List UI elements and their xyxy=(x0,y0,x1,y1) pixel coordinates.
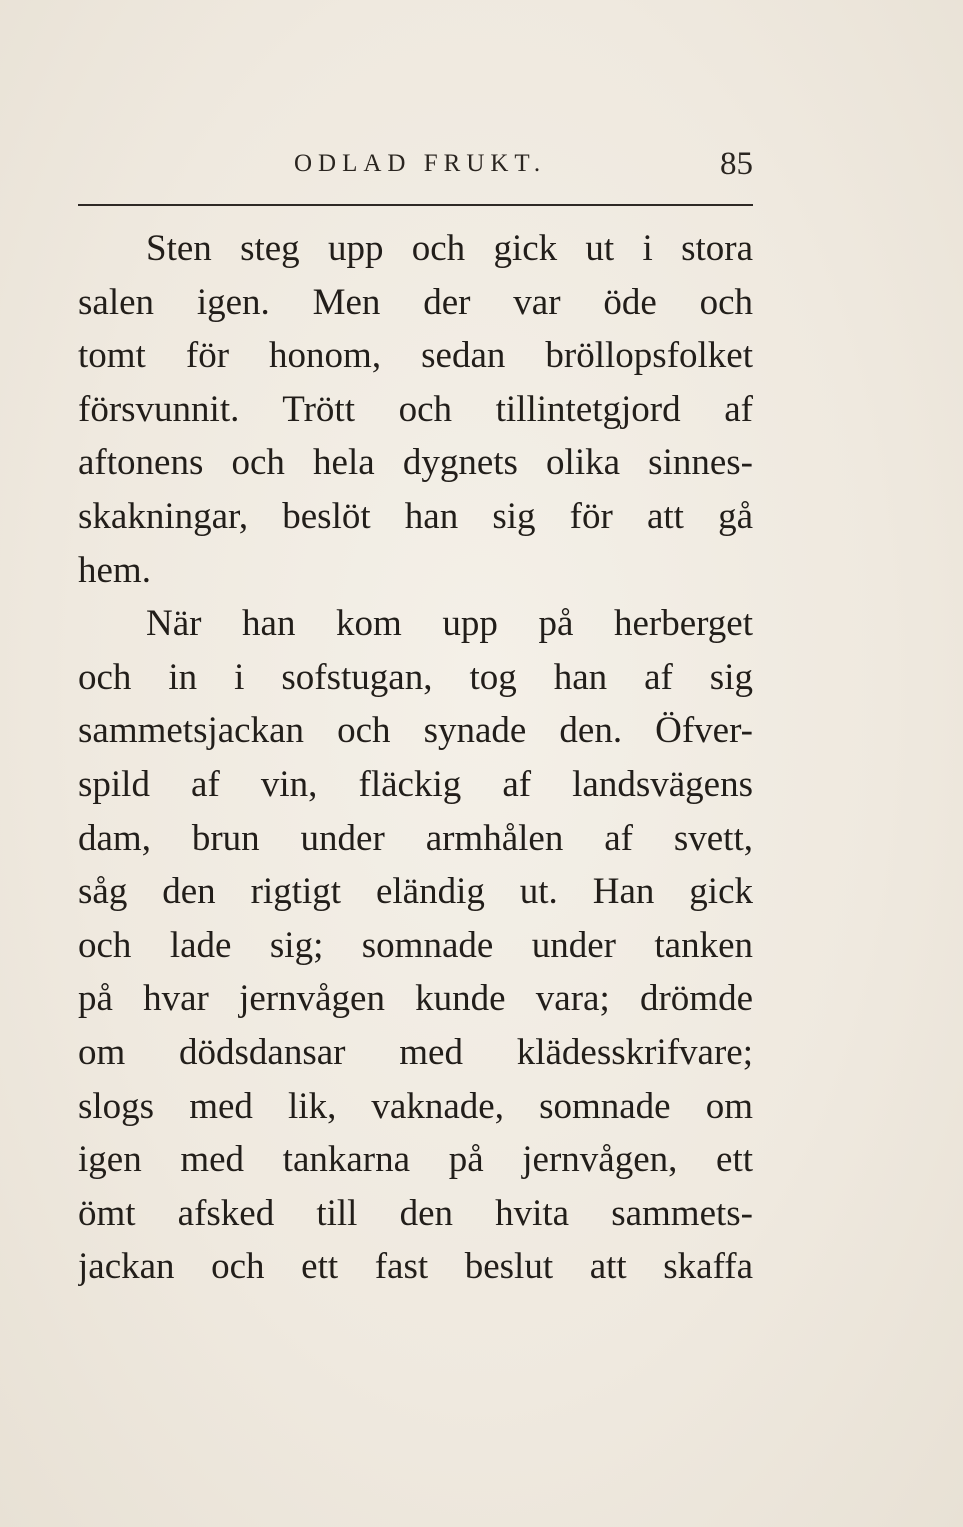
text-line: och in i sofstugan, tog han af sig xyxy=(78,656,753,698)
text-line: dam, brun under armhålen af svett, xyxy=(78,817,753,859)
page-header xyxy=(78,146,753,186)
text-line: Sten steg upp och gick ut i stora xyxy=(146,228,753,269)
text-line: aftonens och hela dygnets olika sinnes- xyxy=(78,442,753,484)
running-title: ODLAD FRUKT. xyxy=(294,150,547,177)
page-number: 85 xyxy=(720,146,753,182)
text-line: salen igen. Men der var öde och xyxy=(78,281,753,323)
text-line: sammetsjackan och synade den. Öfver- xyxy=(78,710,753,752)
text-line: såg den rigtigt eländig ut. Han gick xyxy=(78,871,753,913)
body-text xyxy=(78,222,753,1294)
text-line: om dödsdansar med klädesskrifvare; xyxy=(78,1031,753,1073)
text-line: slogs med lik, vaknade, somnade om xyxy=(78,1085,753,1127)
text-line: skakningar, beslöt han sig för att gå xyxy=(78,495,753,537)
text-line: spild af vin, fläckig af landsvägens xyxy=(78,763,753,805)
text-line: försvunnit. Trött och tillintetgjord af xyxy=(78,388,753,430)
text-line: ömt afsked till den hvita sammets- xyxy=(78,1192,753,1234)
text-line: på hvar jernvågen kunde vara; drömde xyxy=(78,978,753,1020)
text-line: tomt för honom, sedan bröllopsfolket xyxy=(78,335,753,377)
header-rule xyxy=(78,204,753,206)
text-line: jackan och ett fast beslut att skaffa xyxy=(78,1246,753,1288)
text-line: När han kom upp på herberget xyxy=(146,603,753,645)
text-line: igen med tankarna på jernvågen, ett xyxy=(78,1139,753,1181)
text-line: och lade sig; somnade under tanken xyxy=(78,924,753,966)
text-line: hem. xyxy=(78,549,151,591)
